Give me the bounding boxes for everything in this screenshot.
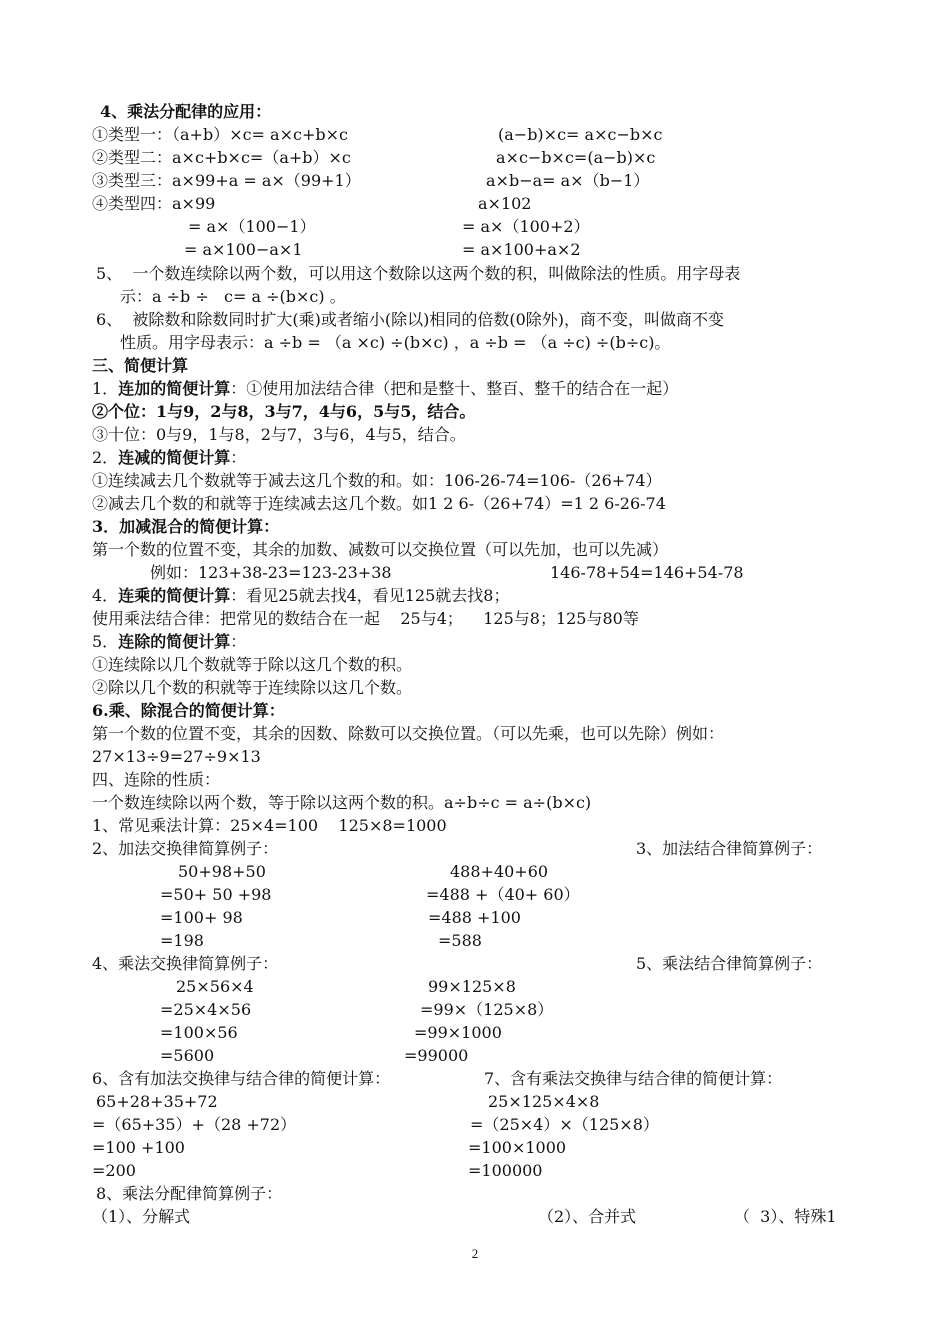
text-line: 50+98+50 [178, 862, 266, 881]
text-line: 4、乘法交换律简算例子： [92, 954, 279, 973]
text-line: 25×125×4×8 [488, 1092, 600, 1111]
text-line: ③十位：0与9，1与8，2与7，3与6，4与5，结合。 [92, 425, 466, 444]
text-line: 1．连加的简便计算：①使用加法结合律（把和是整十、整百、整千的结合在一起） [92, 379, 679, 398]
text-line: 6、 被除数和除数同时扩大(乘)或者缩小(除以)相同的倍数(0除外)，商不变，叫做商不变 [96, 310, 724, 329]
text-line: = a×（100−1） [188, 217, 316, 236]
text-line: 488+40+60 [450, 862, 549, 881]
text-line: 四、连除的性质： [92, 770, 221, 789]
text-line: =588 [438, 931, 482, 950]
text-line: =5600 [160, 1046, 215, 1065]
text-line: 6.乘、除混合的简便计算： [92, 701, 285, 720]
text-line: (a−b)×c= a×c−b×c [498, 125, 663, 144]
text-line: a×b−a= a×（b−1） [486, 171, 650, 190]
text-line: 5．连除的简便计算： [92, 632, 247, 651]
text-line: =100000 [468, 1161, 543, 1180]
text-line: =100 +100 [92, 1138, 185, 1157]
text-line: ②类型二：a×c+b×c=（a+b）×c [92, 148, 351, 167]
text-line: =99000 [404, 1046, 469, 1065]
text-line: a×102 [478, 194, 532, 213]
text-line: 5、 一个数连续除以两个数，可以用这个数除以这两个数的积，叫做除法的性质。用字母表 [96, 264, 741, 283]
page-number: 2 [471, 1246, 479, 1261]
text-line: ②除以几个数的积就等于连续除以这几个数。 [92, 678, 413, 697]
text-line: 27×13÷9=27÷9×13 [92, 747, 261, 766]
text-line: =100×1000 [468, 1138, 567, 1157]
text-line: =488 +100 [428, 908, 521, 927]
text-line: 4．连乘的简便计算：看见25就去找4，看见125就去找8； [92, 586, 510, 605]
text-line: 第一个数的位置不变，其余的因数、除数可以交换位置。（可以先乘，也可以先除）例如： [92, 724, 725, 743]
text-line: 99×125×8 [428, 977, 516, 996]
text-line: 4、乘法分配律的应用： [100, 102, 272, 121]
text-line: 2、加法交换律简算例子： [92, 839, 279, 858]
text-line: a×c−b×c=(a−b)×c [496, 148, 656, 167]
text-line: =（25×4）×（125×8） [470, 1115, 659, 1134]
text-line: =488 +（40+ 60） [426, 885, 580, 904]
text-line: =198 [160, 931, 204, 950]
text-line: 7、含有乘法交换律与结合律的简便计算： [484, 1069, 783, 1088]
text-line: 8、乘法分配律简算例子： [96, 1184, 283, 1203]
text-line: =99×（125×8） [420, 1000, 554, 1019]
text-line: 6、含有加法交换律与结合律的简便计算： [92, 1069, 391, 1088]
text-line: =99×1000 [414, 1023, 502, 1042]
text-line: 5、乘法结合律简算例子： [636, 954, 823, 973]
text-line: ②个位：1与9，2与8，3与7，4与6，5与5，结合。 [92, 402, 476, 421]
text-line: =25×4×56 [160, 1000, 252, 1019]
text-line: 一个数连续除以两个数，等于除以这两个数的积。a÷b÷c = a÷(b×c) [92, 793, 592, 812]
text-line: =200 [92, 1161, 136, 1180]
text-line: =100×56 [160, 1023, 238, 1042]
text-line: = a×100+a×2 [462, 240, 581, 259]
text-line: 三、简便计算 [92, 356, 189, 375]
text-line: （ 3）、特殊1 [734, 1207, 837, 1226]
text-line: 使用乘法结合律：把常见的数结合在一起 25与4； 125与8；125与80等 [92, 609, 639, 628]
text-line: ④类型四：a×99 [92, 194, 216, 213]
text-line: （2）、合并式 [538, 1207, 637, 1226]
text-line: ②减去几个数的和就等于连续减去这几个数。如1 2 6-（26+74）=1 2 6-26-74 [92, 494, 666, 513]
text-line: 性质。用字母表示：a ÷b = （a ×c) ÷(b×c) ，a ÷b = （a ÷c) ÷(b÷c)。 [120, 333, 671, 352]
text-line: ①类型一：（a+b）×c= a×c+b×c [92, 125, 348, 144]
text-line: = a×100−a×1 [184, 240, 303, 259]
text-line: = a×（100+2） [462, 217, 590, 236]
text-line: 示：a ÷b ÷ c= a ÷(b×c) 。 [120, 287, 346, 306]
text-line: 3、加法结合律简算例子： [636, 839, 823, 858]
text-line: 3．加减混合的简便计算： [92, 517, 280, 536]
text-line: 146-78+54=146+54-78 [550, 563, 744, 582]
text-line: 1、常见乘法计算：25×4=100 125×8=1000 [92, 816, 447, 835]
text-line: =100+ 98 [160, 908, 243, 927]
text-line: （1）、分解式 [92, 1207, 191, 1226]
text-line: =（65+35）+（28 +72） [92, 1115, 297, 1134]
text-line: 2．连减的简便计算： [92, 448, 247, 467]
text-line: ③类型三：a×99+a = a×（99+1） [92, 171, 361, 190]
text-line: 25×56×4 [176, 977, 254, 996]
text-line: =50+ 50 +98 [160, 885, 272, 904]
text-line: 第一个数的位置不变，其余的加数、减数可以交换位置（可以先加，也可以先减） [92, 540, 669, 559]
text-line: 65+28+35+72 [96, 1092, 218, 1111]
text-line: ①连续除以几个数就等于除以这几个数的积。 [92, 655, 413, 674]
text-line: 例如：123+38-23=123-23+38 [150, 563, 392, 582]
text-line: ①连续减去几个数就等于减去这几个数的和。如：106-26-74=106-（26+74） [92, 471, 662, 490]
